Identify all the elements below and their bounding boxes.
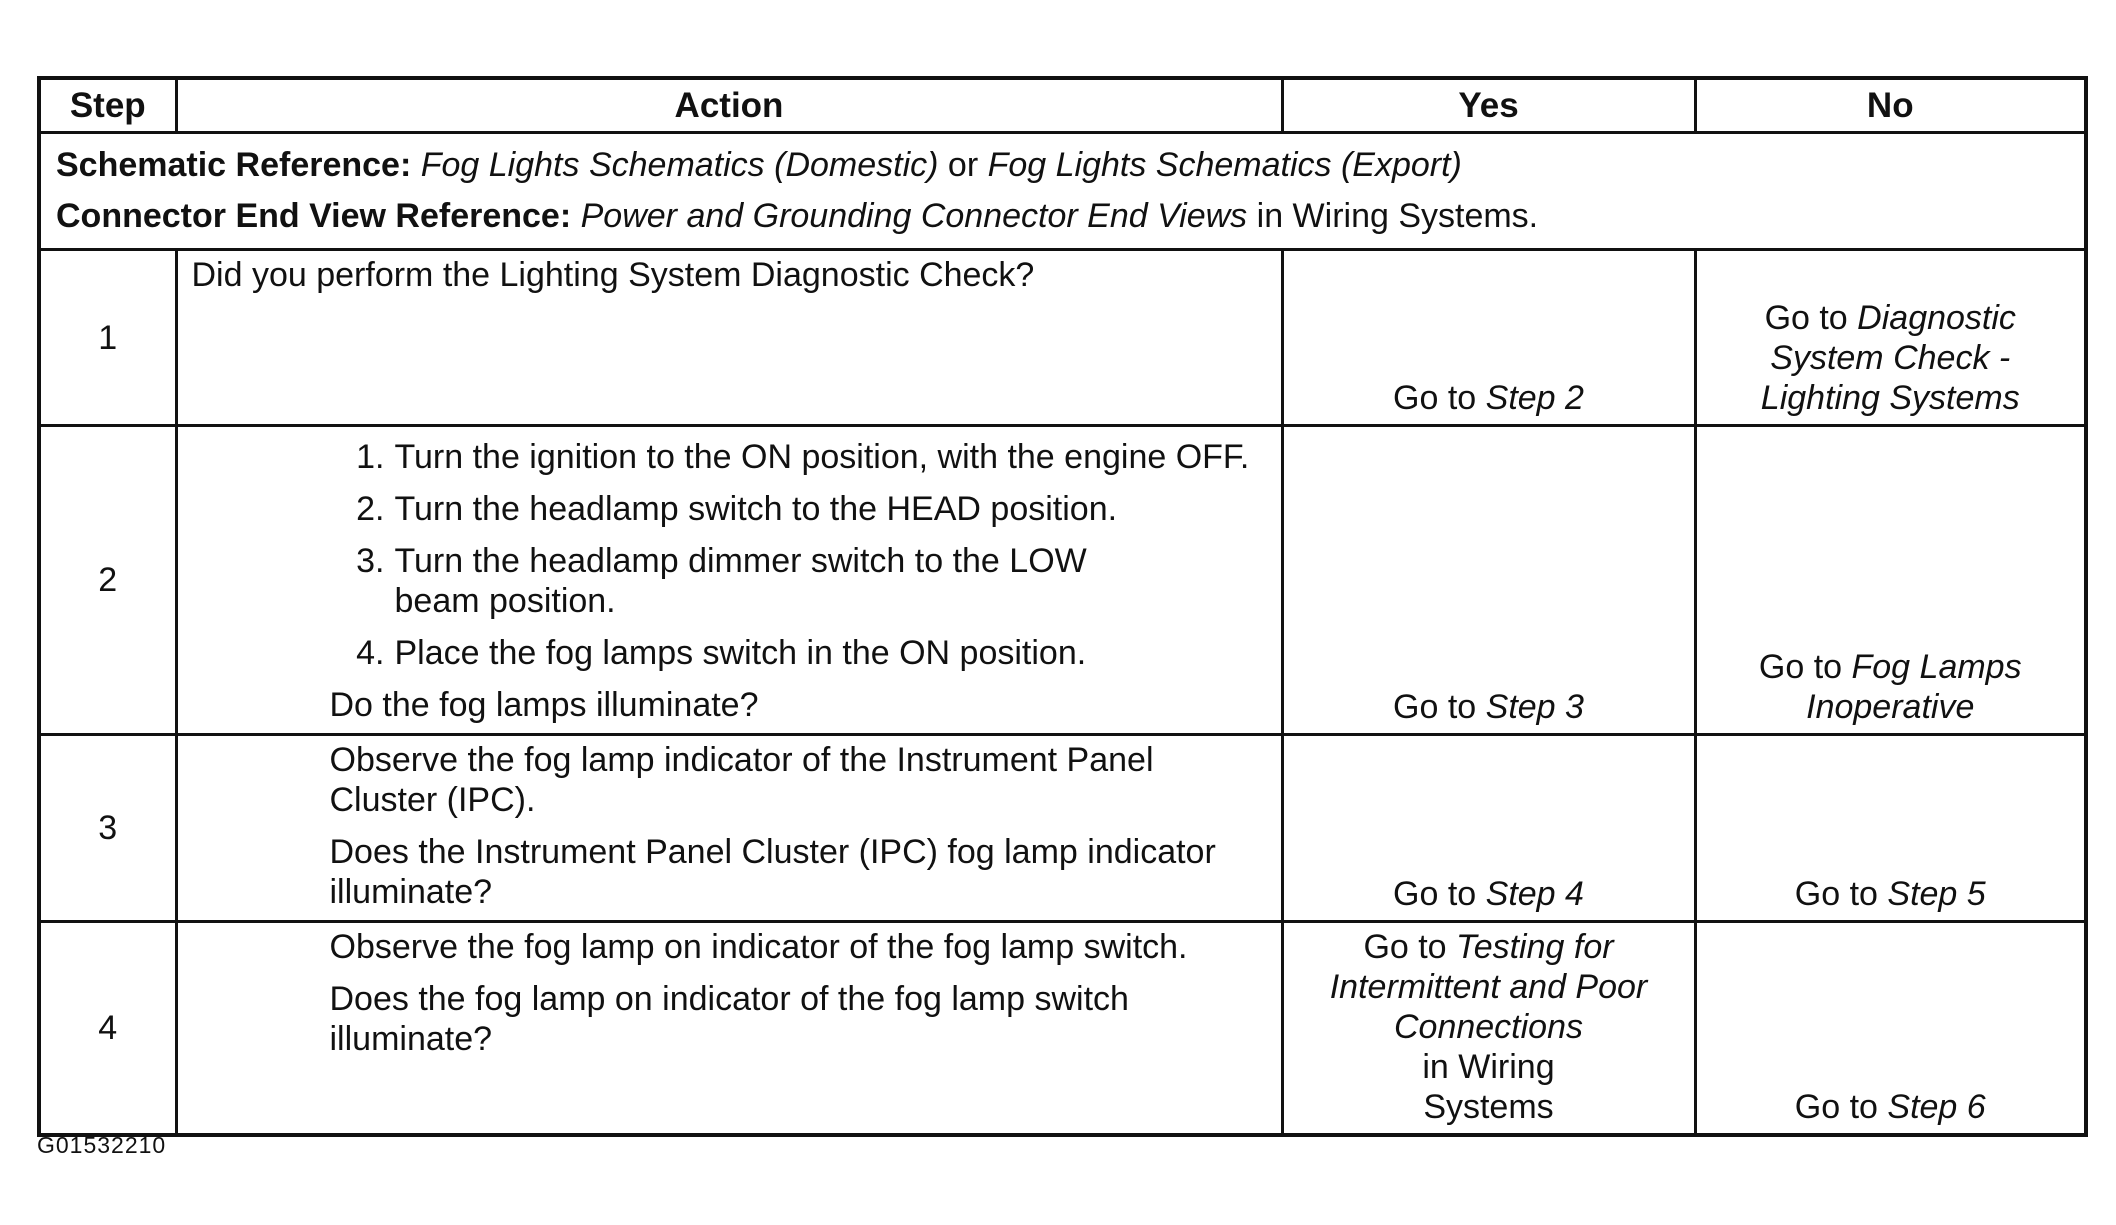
schematic-or-text: or [938,146,988,184]
yes-prefix: Go to [1363,928,1457,966]
no-link[interactable]: Fog Lamps Inoperative [1806,648,2022,726]
no-prefix: Go to [1794,875,1888,913]
no-cell [1695,250,2086,426]
action-cell [176,250,1282,426]
list-number: 4. [356,634,385,672]
figure-id: G01532210 [37,1132,167,1158]
step-number: 2 [39,426,176,735]
schematic-link-domestic[interactable]: Fog Lights Schematics (Domestic) [420,146,939,184]
yes-link[interactable]: Step 2 [1485,379,1584,417]
list-item [330,633,1267,673]
yes-prefix: Go to [1393,875,1486,913]
diagnostic-table [37,76,2088,1137]
no-cell [1695,735,2086,922]
schematic-reference-label: Schematic Reference: [56,146,412,184]
yes-cell [1282,735,1695,922]
action-question: Do the fog lamps illuminate? [329,686,759,724]
list-number: 2. [356,490,385,528]
no-link[interactable]: Step 6 [1887,1088,1986,1126]
table-row [39,426,2086,735]
connector-end-views-link[interactable]: Power and Grounding Connector End Views [580,197,1248,235]
list-item [330,541,1267,621]
reference-cell [39,133,2086,250]
no-link[interactable]: Diagnostic System Check - Lighting Systems [1760,299,2020,417]
no-column-header: No [1695,78,2086,133]
connector-reference [56,193,2069,244]
yes-link[interactable]: Step 3 [1485,688,1584,726]
action-cell [176,426,1282,735]
action-question: Did you perform the Lighting System Diagnostic Check? [191,256,1035,294]
table-row [39,250,2086,426]
schematic-link-export[interactable]: Fog Lights Schematics (Export) [987,146,1462,184]
action-cell [176,922,1282,1136]
list-item [330,489,1267,529]
list-text: Turn the headlamp switch to the HEAD position. [394,490,1118,528]
table-row [39,735,2086,922]
connector-reference-suffix: in Wiring Systems. [1247,197,1539,235]
action-question: Does the Instrument Panel Cluster (IPC) fog lamp indicator illuminate? [329,833,1216,911]
action-steps-list [330,437,1267,673]
yes-cell [1282,426,1695,735]
list-number: 1. [356,438,385,476]
list-item [330,437,1267,477]
yes-column-header: Yes [1282,78,1695,133]
step-number: 4 [39,922,176,1136]
no-prefix: Go to [1794,1088,1888,1126]
table-header-row [39,78,2086,133]
reference-row [39,133,2086,250]
action-text: Observe the fog lamp on indicator of the fog lamp switch. [329,928,1188,966]
schematic-reference [56,142,2069,193]
no-prefix: Go to [1758,648,1852,686]
action-text: Observe the fog lamp indicator of the Instrument Panel Cluster (IPC). [329,741,1154,819]
yes-link[interactable]: Step 4 [1485,875,1584,913]
no-cell [1695,426,2086,735]
action-cell [176,735,1282,922]
list-number: 3. [356,542,385,580]
yes-prefix: Go to [1393,688,1486,726]
action-question: Does the fog lamp on indicator of the fog lamp switch illuminate? [329,980,1129,1058]
list-text: Turn the headlamp dimmer switch to the LOW beam position. [394,542,1087,620]
step-number: 3 [39,735,176,922]
yes-cell [1282,250,1695,426]
action-column-header: Action [176,78,1282,133]
connector-reference-label: Connector End View Reference: [56,197,572,235]
yes-prefix: Go to [1393,379,1486,417]
step-column-header: Step [39,78,176,133]
step-number: 1 [39,250,176,426]
yes-cell [1282,922,1695,1136]
no-cell [1695,922,2086,1136]
list-text: Place the fog lamps switch in the ON position. [394,634,1087,672]
list-text: Turn the ignition to the ON position, with the engine OFF. [394,438,1250,476]
yes-suffix: in Wiring Systems [1422,1048,1555,1126]
table-row [39,922,2086,1136]
no-link[interactable]: Step 5 [1887,875,1986,913]
yes-link[interactable]: Testing for Intermittent and Poor Connections [1329,928,1648,1046]
no-prefix: Go to [1764,299,1858,337]
